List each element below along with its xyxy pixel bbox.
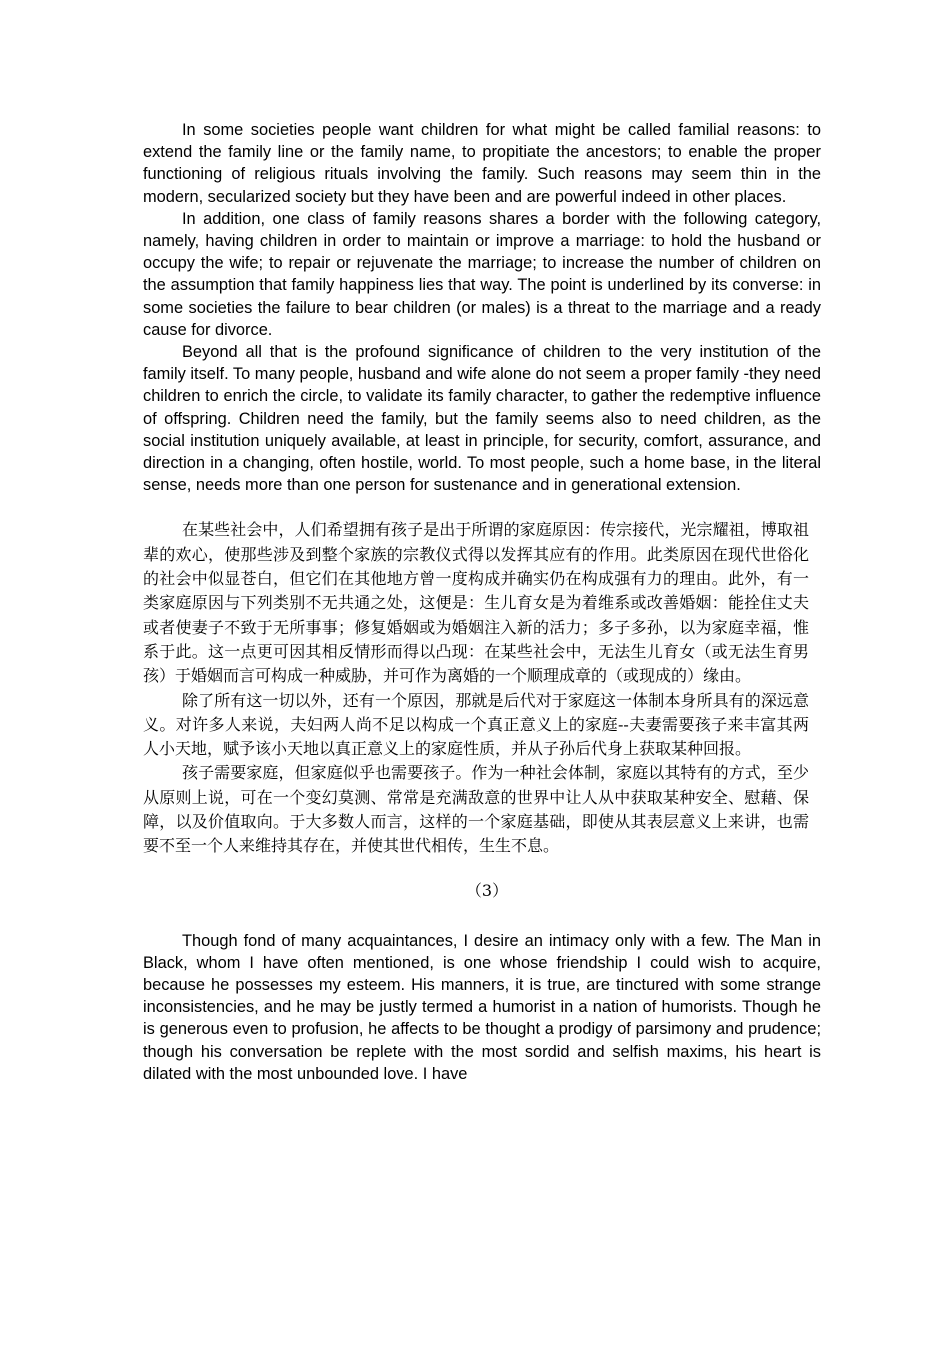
chinese-paragraph: 除了所有这一切以外，还有一个原因，那就是后代对于家庭这一体制本身所具有的深远意义。对许多人来说，夫妇两人尚不足以构成一个真正意义上的家庭--夫妻需要孩子来丰富其两人小天地，赋予该小天地以真正意义上的家庭性质，并从子孙后代身上获取某种回报。 [143,690,809,759]
english-paragraph: In addition, one class of family reasons shares a border with the following category, namely, having children in order to maintain or improve a marriage: to hold the husband or occupy the wife; to repair or rejuvenate the marriage; to increase the number of children on the assumption that family happiness lies that way. The point is underlined by its converse: in some societies the failure to bear children (or males) is a threat to the marriage and a ready cause for divorce. [143,209,821,339]
chinese-translation [143,518,809,858]
chinese-paragraph: 在某些社会中，人们希望拥有孩子是出于所谓的家庭原因：传宗接代，光宗耀祖，博取祖辈的欢心，使那些涉及到整个家族的宗教仪式得以发挥其应有的作用。此类原因在现代世俗化的社会中似显苍白，但它们在其他地方曾一度构成并确实仍在构成强有力的理由。此外，有一类家庭原因与下列类别不无共通之处，这便是：生儿育女是为着维系或改善婚姻：能拴住丈夫或者使妻子不致于无所事事；修复婚姻或为婚姻注入新的活力；多子多孙，以为家庭幸福，惟系于此。这一点更可因其相反情形而得以凸现：在某些社会中，无法生儿育女（或无法生育男孩）于婚姻而言可构成一种威胁，并可作为离婚的一个顺理成章的（或现成的）缘由。 [143,520,809,686]
chinese-paragraph: 孩子需要家庭，但家庭似乎也需要孩子。作为一种社会体制，家庭以其特有的方式，至少从原则上说，可在一个变幻莫测、常常是充满敌意的世界中让人从中获取某种安全、慰藉、保障，以及价值取向。于大多数人而言，这样的一个家庭基础，即使从其表层意义上来讲，也需要不至一个人来维持其存在，并使其世代相传，生生不息。 [143,763,809,856]
page-content [143,119,821,1085]
english-paragraph: Though fond of many acquaintances, I desire an intimacy only with a few. The Man in Black, whom I have often mentioned, is one whose friendship I could wish to acquire, because he possesses my esteem. His manners, it is true, are tinctured with some strange inconsistencies, and he may be justly termed a humorist in a nation of humorists. Though he is generous even to profusion, he affects to be thought a prodigy of parsimony and prudence; though his conversation be replete with the most sordid and selfish maxims, his heart is dilated with the most unbounded love. I have [143,931,821,1083]
english-paragraph: Beyond all that is the profound significance of children to the very institution of the family itself. To many people, husband and wife alone do not seem a proper family -they need children to enrich the circle, to validate its family character, to gather the redemptive influence of offspring. Children need the family, but the family seems also to need children, as the social institution uniquely available, at least in principle, for security, comfort, assurance, and direction in a changing, often hostile, world. To most people, such a home base, in the literal sense, needs more than one person for sustenance and in generational extension. [143,343,821,495]
english-paragraph: In some societies people want children for what might be called familial reasons: to extend the family line or the family name, to propitiate the ancestors; to enable the proper functioning of religious rituals involving the family. Such reasons may seem thin in the modern, secularized society but they have been and are powerful indeed in other places. [143,121,821,206]
english-passage-2 [143,930,821,1085]
section-number: （3） [465,880,509,900]
english-passage-1 [143,119,821,496]
